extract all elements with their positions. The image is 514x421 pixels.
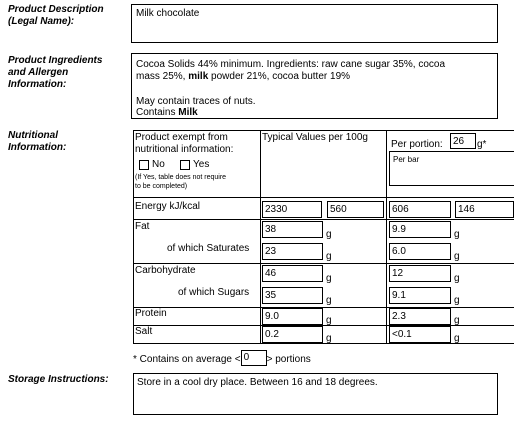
row-label-protein: Protein — [135, 308, 167, 319]
row-label-saturates: of which Saturates — [167, 243, 250, 254]
table-divider — [133, 263, 514, 264]
row-label-carbohydrate: Carbohydrate — [135, 265, 196, 276]
exempt-no-checkbox[interactable] — [139, 160, 149, 170]
ingredients-line-2: mass 25%, milk powder 21%, cocoa butter 19% — [136, 71, 351, 82]
product-description-field[interactable] — [131, 4, 498, 43]
sugars-portion-input[interactable]: 9.1 — [389, 287, 451, 304]
average-portions-input[interactable]: 0 — [241, 350, 267, 366]
ingredients-field[interactable] — [131, 53, 498, 119]
row-label-fat: Fat — [135, 221, 150, 232]
row-label-sugars: of which Sugars — [178, 287, 250, 298]
ingredients-line-1: Cocoa Solids 44% minimum. Ingredients: raw cane sugar 35%, cocoa — [136, 59, 446, 70]
sugars-unit: g — [326, 295, 332, 306]
contains-text: Contains Milk — [136, 107, 198, 118]
table-divider — [260, 130, 261, 344]
fat-unit: g — [326, 229, 332, 240]
table-border-left — [133, 130, 134, 344]
per-bar-field[interactable] — [389, 151, 514, 186]
table-border-top — [133, 130, 514, 131]
storage-value: Store in a cool dry place. Between 16 and 18 degrees. — [137, 377, 378, 388]
product-description-label: Product Description (Legal Name): — [8, 4, 104, 27]
saturates-portion-input[interactable]: 6.0 — [389, 243, 451, 260]
table-divider — [133, 307, 514, 308]
fat-portion-unit: g — [454, 229, 460, 240]
protein-portion-input[interactable]: 2.3 — [389, 308, 451, 325]
exempt-note-line-2: to be completed) — [135, 183, 188, 190]
storage-field[interactable] — [133, 373, 498, 415]
nutrition-table — [133, 130, 514, 344]
sugars-portion-unit: g — [454, 295, 460, 306]
exempt-line-1: Product exempt from — [135, 132, 228, 143]
energy-kj-portion-input[interactable]: 606 — [389, 201, 451, 218]
exempt-line-2: nutritional information: — [135, 144, 234, 155]
protein-unit: g — [326, 315, 332, 326]
average-portions-line: * Contains on average < 0 > portions — [133, 352, 311, 365]
row-label-salt: Salt — [135, 326, 153, 337]
product-description-value: Milk chocolate — [136, 8, 200, 19]
carbohydrate-input[interactable]: 46 — [262, 265, 323, 282]
saturates-input[interactable]: 23 — [262, 243, 323, 260]
saturates-portion-unit: g — [454, 251, 460, 262]
per-portion-label: Per portion: — [391, 139, 443, 150]
energy-kcal-input[interactable]: 560 — [327, 201, 384, 218]
energy-kcal-portion-input[interactable]: 146 — [455, 201, 514, 218]
per-portion-unit: g* — [477, 139, 487, 150]
carbohydrate-unit: g — [326, 273, 332, 284]
salt-portion-unit: g — [454, 333, 460, 344]
fat-portion-input[interactable]: 9.9 — [389, 221, 451, 238]
per-bar-text: Per bar — [393, 155, 420, 164]
carbohydrate-portion-unit: g — [454, 273, 460, 284]
sugars-input[interactable]: 35 — [262, 287, 323, 304]
exempt-yes-label: Yes — [193, 159, 210, 170]
table-divider — [133, 219, 514, 220]
fat-input[interactable]: 38 — [262, 221, 323, 238]
exempt-no-label: No — [152, 159, 165, 170]
per-portion-input[interactable]: 26 — [450, 133, 476, 149]
typical-values-header: Typical Values per 100g — [262, 132, 368, 143]
protein-portion-unit: g — [454, 315, 460, 326]
ingredients-label: Product Ingredients and Allergen Information: — [8, 55, 103, 90]
exempt-yes-checkbox[interactable] — [180, 160, 190, 170]
exempt-note-line-1: (If Yes, table does not require — [135, 174, 227, 181]
salt-input[interactable]: 0.2 — [262, 326, 323, 343]
salt-unit: g — [326, 333, 332, 344]
table-divider — [386, 130, 387, 344]
energy-kj-input[interactable]: 2330 — [262, 201, 322, 218]
saturates-unit: g — [326, 251, 332, 262]
salt-portion-input[interactable]: <0.1 — [389, 326, 451, 343]
carbohydrate-portion-input[interactable]: 12 — [389, 265, 451, 282]
nutritional-label: Nutritional Information: — [8, 130, 67, 153]
may-contain-text: May contain traces of nuts. — [136, 96, 256, 107]
row-label-energy: Energy kJ/kcal — [135, 201, 201, 212]
protein-input[interactable]: 9.0 — [262, 308, 323, 325]
table-divider — [133, 197, 514, 198]
storage-label: Storage Instructions: — [8, 374, 109, 385]
